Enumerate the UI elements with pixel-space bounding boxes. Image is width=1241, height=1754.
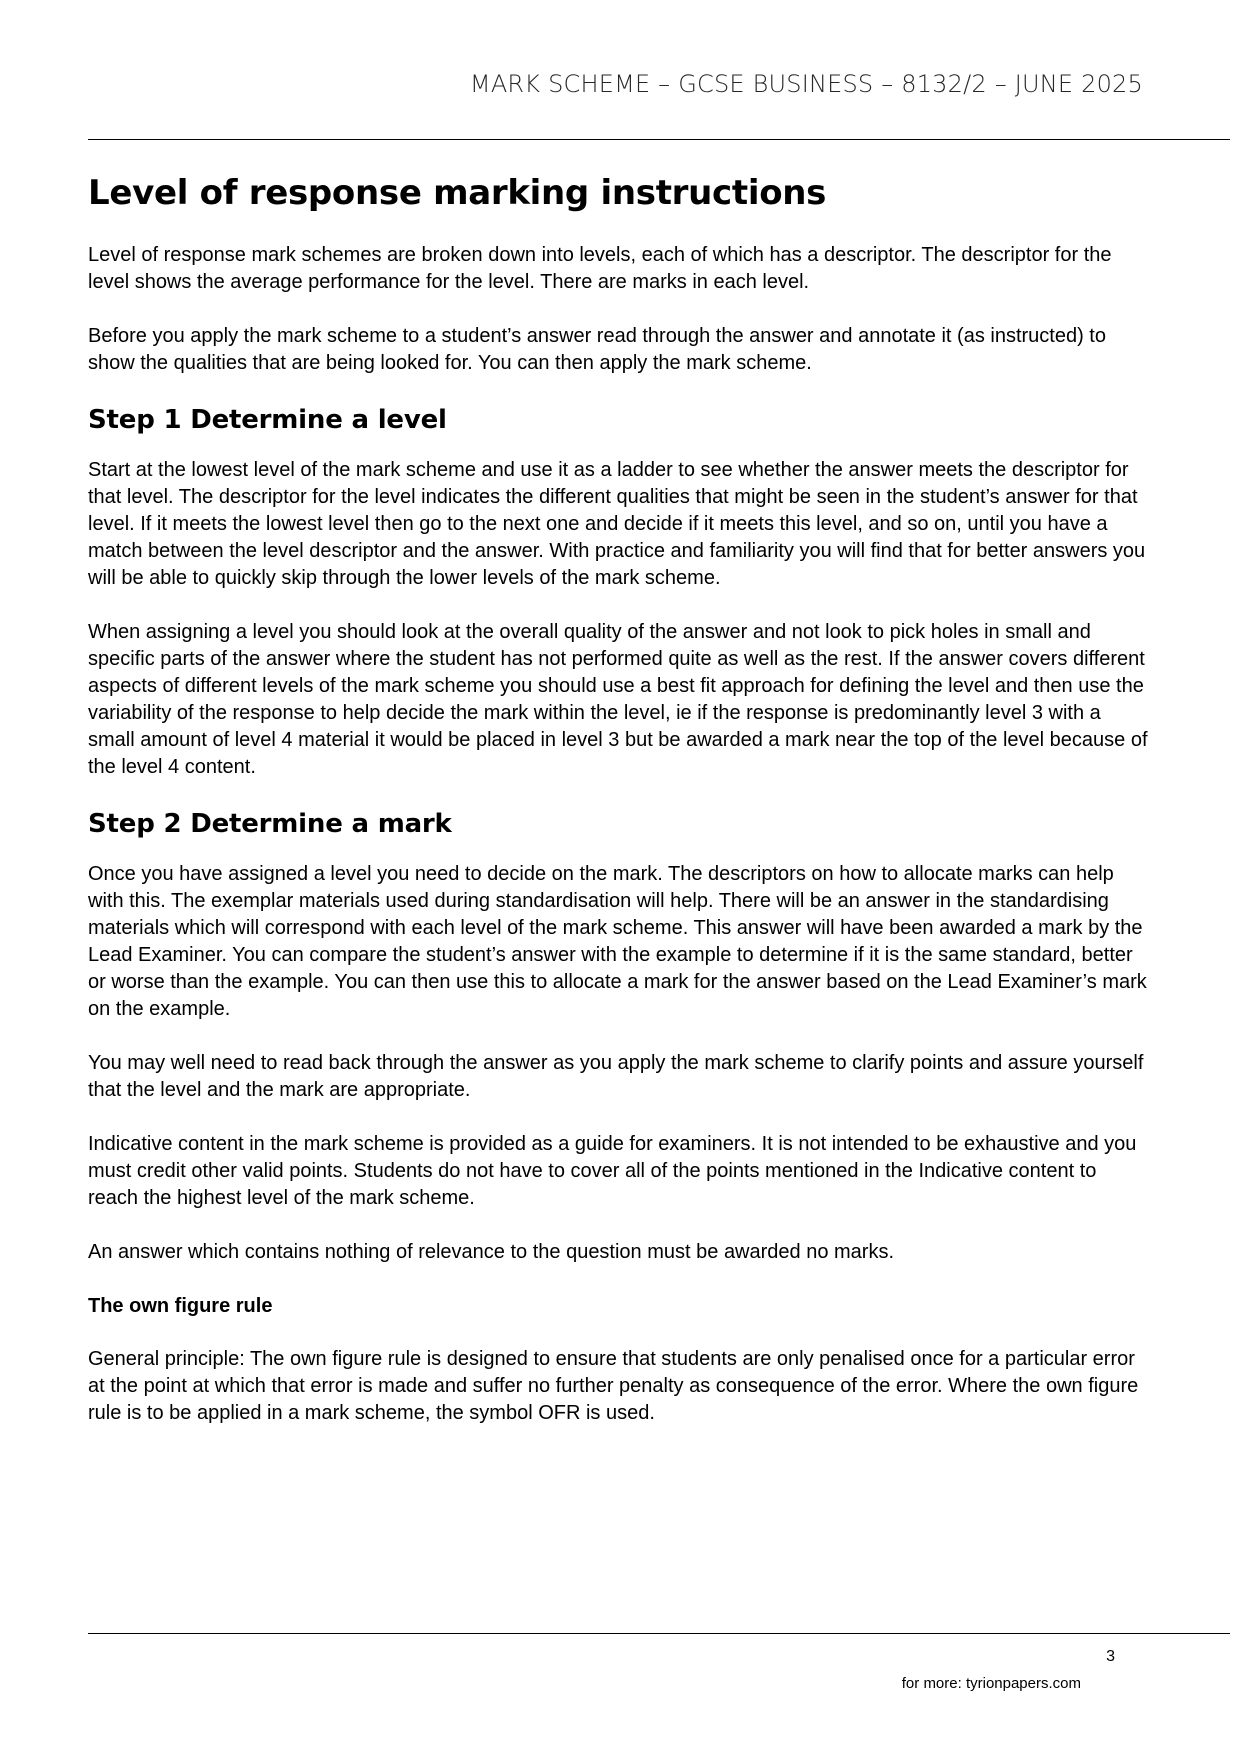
running-header-title: MARK SCHEME – GCSE BUSINESS – 8132/2 – JUNE 2025 xyxy=(469,70,1143,98)
step2-heading: Step 2 Determine a mark xyxy=(88,809,452,839)
step1-paragraph-2: When assigning a level you should look at the overall quality of the answer and not look to pick holes in small and specific parts of the answer where the student has not performed quite as well as the rest. If the answer covers different aspects of different levels of the mark scheme you should use a best fit approach for defining the level and then use the variability of the response to help decide the mark within the level, ie if the response is predominantly level 3 with a small amount of level 4 material it would be placed in level 3 but be awarded a mark near the top of the level because of the level 4 content. xyxy=(88,621,1148,778)
step2-paragraph-2: You may well need to read back through the answer as you apply the mark scheme to clarify points and assure yourself that the level and the mark are appropriate. xyxy=(88,1052,1144,1101)
page-title: Level of response marking instructions xyxy=(88,173,827,213)
own-figure-rule-label: The own figure rule xyxy=(88,1295,273,1317)
intro-paragraph-1: Level of response mark schemes are broken down into levels, each of which has a descriptor. The descriptor for the level shows the average performance for the level. There are marks in each level. xyxy=(88,244,1112,293)
step2-paragraph-3: Indicative content in the mark scheme is provided as a guide for examiners. It is not intended to be exhaustive and you must credit other valid points. Students do not have to cover all of the points mentioned in the Indicative content to reach the highest level of the mark scheme. xyxy=(88,1133,1137,1209)
step2-paragraph-4: An answer which contains nothing of relevance to the question must be awarded no marks. xyxy=(88,1241,895,1263)
own-figure-rule-text: General principle: The own figure rule is designed to ensure that students are only penalised once for a particular error at the point at which that error is made and suffer no further penalty as consequence of the error. Where the own figure rule is to be applied in a mark scheme, the symbol OFR is used. xyxy=(88,1348,1139,1424)
page-content xyxy=(88,172,1148,1454)
page-number: 3 xyxy=(1106,1648,1115,1665)
step1-paragraph-1: Start at the lowest level of the mark scheme and use it as a ladder to see whether the answer meets the descriptor for that level. The descriptor for the level indicates the different qualities that might be seen in the student’s answer for that level. If it meets the lowest level then go to the next one and decide if it meets this level, and so on, until you have a match between the level descriptor and the answer. With practice and familiarity you will find that for better answers you will be able to quickly skip through the lower levels of the mark scheme. xyxy=(88,459,1146,589)
footer-note: for more: tyrionpapers.com xyxy=(901,1675,1081,1692)
step2-paragraph-1: Once you have assigned a level you need to decide on the mark. The descriptors on how to allocate marks can help with this. The exemplar materials used during standardisation will help. There will be an answer in the standardising materials which will correspond with each level of the mark scheme. This answer will have been awarded a mark by the Lead Examiner. You can compare the student’s answer with the example to determine if it is the same standard, better or worse than the example. You can then use this to allocate a mark for the answer based on the Lead Examiner’s mark on the example. xyxy=(88,863,1147,1020)
header-divider xyxy=(88,139,1230,140)
footer-divider xyxy=(88,1633,1230,1634)
step1-heading: Step 1 Determine a level xyxy=(88,405,447,435)
intro-paragraph-2: Before you apply the mark scheme to a student’s answer read through the answer and annotate it (as instructed) to show the qualities that are being looked for. You can then apply the mark scheme. xyxy=(88,325,1106,374)
